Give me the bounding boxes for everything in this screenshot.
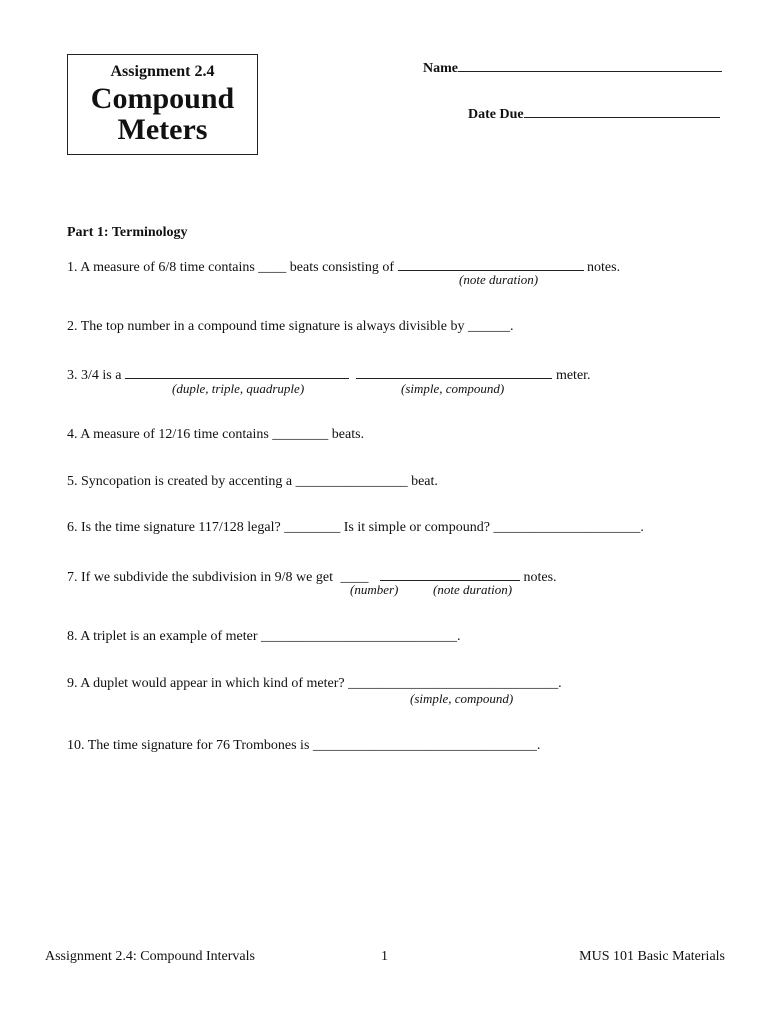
date-due-field (468, 104, 720, 123)
question-1-blank[interactable] (398, 257, 584, 271)
question-3-blank-1[interactable] (125, 365, 349, 379)
question-3-text: 3. 3/4 is a (67, 368, 122, 383)
question-3-hint-1: (duple, triple, quadruple) (172, 381, 305, 396)
question-7-blank-2[interactable] (380, 567, 520, 581)
question-9-hint: (simple, compound) (410, 691, 514, 706)
name-label: Name (423, 61, 458, 76)
question-1-hint: (note duration) (459, 272, 539, 287)
title-box (67, 54, 258, 155)
footer-left: Assignment 2.4: Compound Intervals (45, 949, 255, 964)
question-3 (67, 365, 591, 384)
question-7-hint-2: (note duration) (433, 582, 513, 597)
footer-right: MUS 101 Basic Materials (579, 949, 725, 964)
question-7-text: 7. If we subdivide the subdivision in 9/8 we get (67, 570, 333, 585)
question-1-suffix: notes. (587, 260, 621, 275)
question-5: 5. Syncopation is created by accenting a ________________ beat. (67, 474, 438, 489)
section-heading: Part 1: Terminology (67, 225, 188, 240)
question-4: 4. A measure of 12/16 time contains ________ beats. (67, 427, 365, 442)
question-9: 9. A duplet would appear in which kind of meter? ______________________________. (67, 676, 562, 691)
question-3-hint-2: (simple, compound) (401, 381, 505, 396)
question-10: 10. The time signature for 76 Trombones is ________________________________. (67, 738, 541, 753)
assignment-title (68, 83, 257, 145)
assignment-number: Assignment 2.4 (110, 63, 215, 80)
question-3-blank-2[interactable] (356, 365, 552, 379)
title-line-2: Meters (117, 113, 208, 146)
question-1-text: 1. A measure of 6/8 time contains ____ beats consisting of (67, 260, 395, 275)
name-field (423, 58, 722, 77)
name-blank[interactable] (458, 58, 722, 72)
date-due-label: Date Due (468, 107, 524, 122)
page-number: 1 (381, 949, 388, 964)
title-line-1: Compound (90, 82, 235, 115)
question-8: 8. A triplet is an example of meter ____________________________. (67, 629, 461, 644)
question-6: 6. Is the time signature 117/128 legal? ________ Is it simple or compound? _____________________. (67, 520, 644, 535)
question-7-suffix: notes. (523, 570, 557, 585)
question-3-suffix: meter. (555, 368, 591, 383)
question-2: 2. The top number in a compound time signature is always divisible by ______. (67, 319, 514, 334)
date-due-blank[interactable] (524, 104, 720, 118)
question-7-blank-1[interactable]: ____ (340, 570, 369, 585)
question-7-hint-1: (number) (350, 582, 399, 597)
